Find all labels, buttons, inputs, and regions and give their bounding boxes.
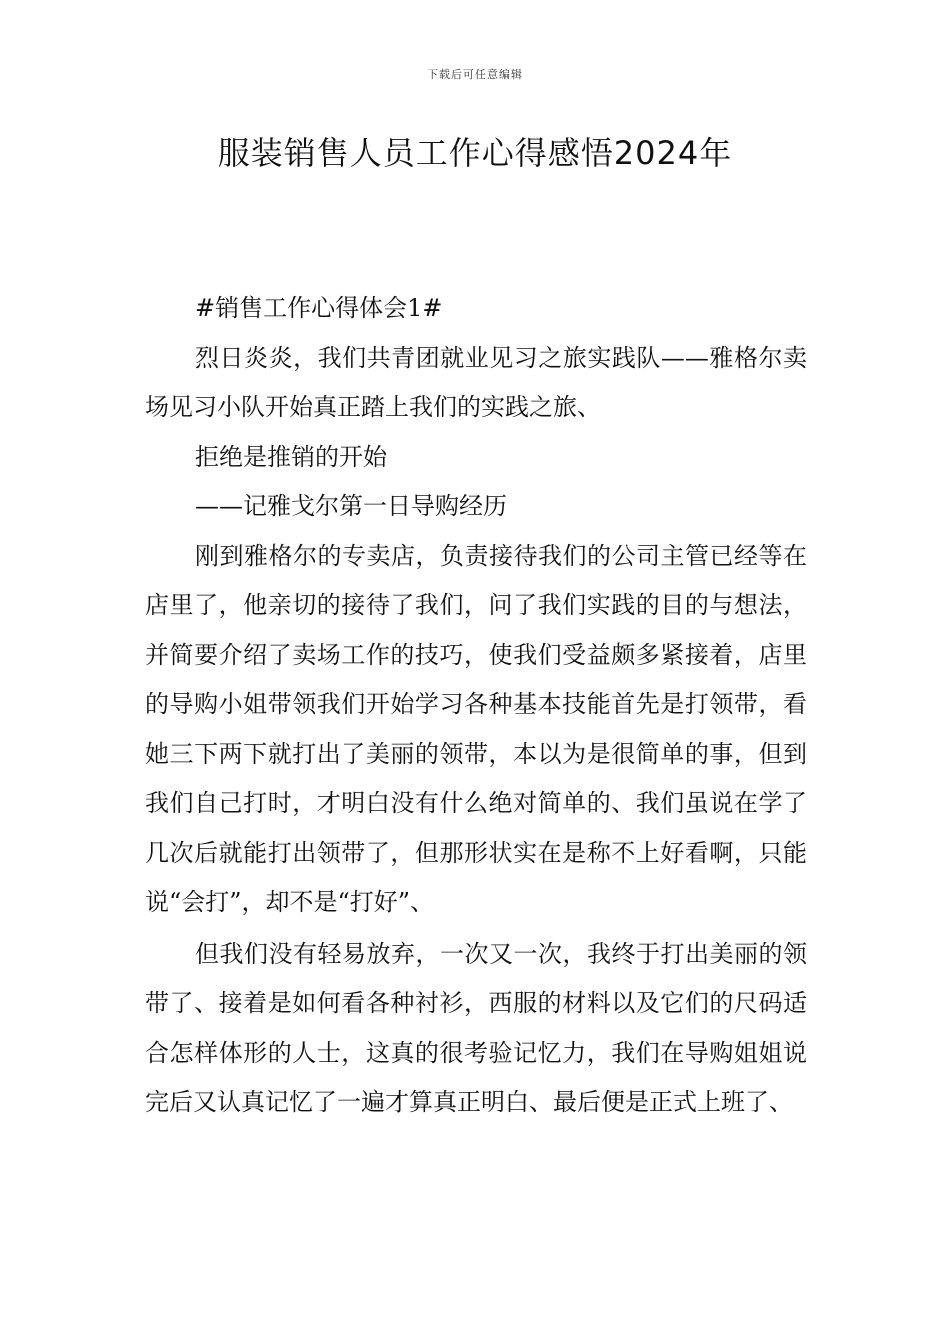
- paragraph-section-heading: #销售工作心得体会1#: [195, 294, 443, 322]
- document-title: 服装销售人员工作心得感悟2024年: [217, 134, 733, 172]
- paragraph-body-2: 但我们没有轻易放弃，一次又一次，我终于打出美丽的领带了、接着是如何看各种衬衫，西服的材料以及它们的尺码适合怎样体形的人士，这真的很考验记忆力，我们在导购姐姐说完后又认真记忆了一遍才算真正明白、最后便是正式上班了、: [145, 939, 807, 1116]
- paragraph-body-1: 刚到雅格尔的专卖店，负责接待我们的公司主管已经等在店里了，他亲切的接待了我们，问了我们实践的目的与想法，并简要介绍了卖场工作的技巧，使我们受益颇多紧接着，店里的导购小姐带领我们开始学习各种基本技能首先是打领带，看她三下两下就打出了美丽的领带，本以为是很简单的事，但到我们自己打时，才明白没有什么绝对简单的、我们虽说在学了几次后就能打出领带了，但那形状实在是称不上好看啊，只能说“会打”，却不是“打好”、: [145, 541, 807, 916]
- paragraph-subtitle-note: ——记雅戈尔第一日导购经历: [195, 492, 507, 520]
- document-body: [145, 284, 807, 1128]
- header-note: 下载后可任意编辑: [427, 68, 523, 81]
- paragraph-intro: 烈日炎炎，我们共青团就业见习之旅实践队——雅格尔卖场见习小队开始真正踏上我们的实践之旅、: [145, 343, 807, 421]
- paragraph-subtitle: 拒绝是推销的开始: [195, 442, 387, 471]
